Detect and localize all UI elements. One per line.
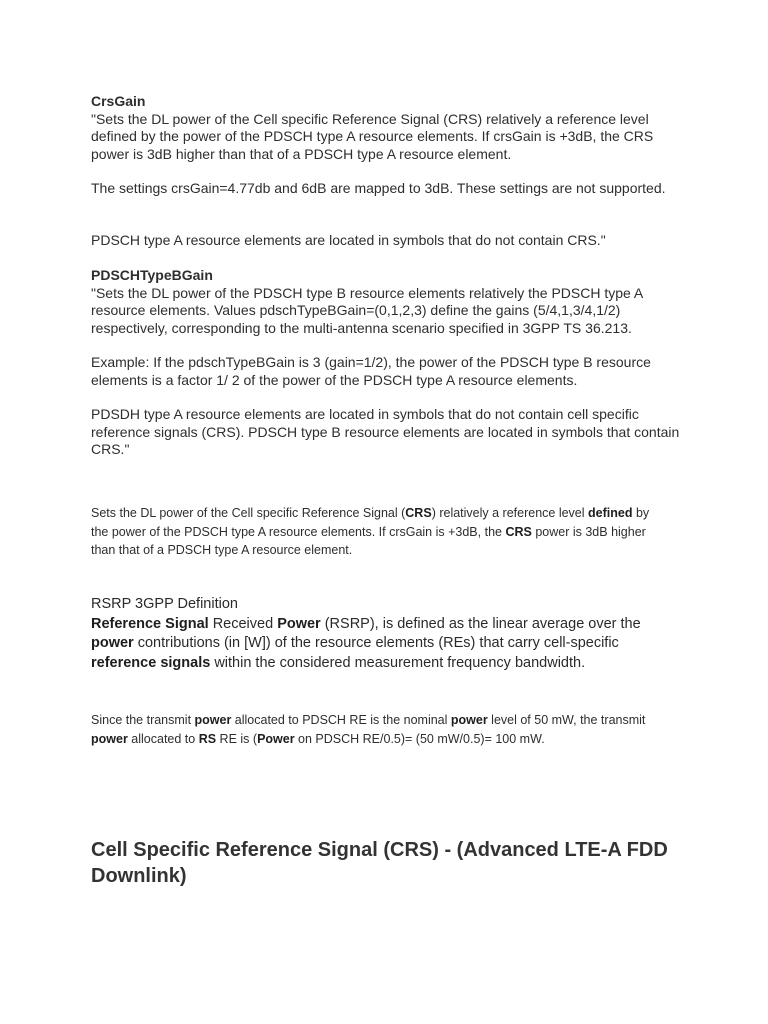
pdschtypebgain-paragraph-3: PDSDH type A resource elements are located in symbols that do not contain cell specific reference signals (CRS). PDSCH type B resource elements are located in symbols that contain CRS."	[91, 406, 680, 457]
transmit-power-paragraph	[91, 711, 671, 748]
transmit-text-2: allocated to PDSCH RE is the nominal	[231, 713, 451, 727]
crsgain-paragraph-3: PDSCH type A resource elements are located in symbols that do not contain CRS."	[91, 232, 606, 248]
transmit-bold-4: RS	[198, 731, 217, 746]
rsrp-text-3: contributions (in [W]) of the resource elements (REs) that carry cell-specific	[133, 635, 619, 651]
rsrp-bold-2: Power	[277, 615, 321, 632]
summary-bold-crs: CRS	[405, 506, 432, 520]
rsrp-bold-1: Reference Signal	[91, 615, 209, 632]
rsrp-definition	[91, 615, 671, 674]
rsrp-bold-3: power	[91, 635, 134, 651]
transmit-text-1: Since the transmit	[91, 713, 195, 727]
transmit-text-5: RE is (	[216, 731, 258, 746]
rsrp-text-4: within the considered measurement frequency bandwidth.	[210, 654, 586, 671]
pdschtypebgain-paragraph-1: "Sets the DL power of the PDSCH type B resource elements relatively the PDSCH type A resource elements. Values pdschTypeBGain=(0,1,2,3) define the gains (5/4,1,3/4,1/2) respectively, corresponding to the multi-antenna scenario specified in 3GPP TS 36.213.	[91, 284, 643, 336]
summary-text-2: ) relatively a reference level	[431, 506, 589, 520]
summary-bold-crs-2: CRS	[505, 524, 532, 539]
crsgain-paragraph-1: "Sets the DL power of the Cell specific Reference Signal (CRS) relatively a reference level defined by the power of the PDSCH type A resource elements. If crsGain is +3dB, the CRS power is 3dB higher than that of a PDSCH type A resource element.	[91, 110, 654, 162]
rsrp-text-1: Received	[208, 615, 278, 632]
summary-text-4: power is 3dB higher than that of a PDSCH type A resource element.	[91, 524, 646, 557]
summary-bold-defined: defined	[588, 506, 633, 520]
pdschtypebgain-title: PDSCHTypeBGain	[91, 267, 213, 283]
crsgain-paragraph-2: The settings crsGain=4.77db and 6dB are mapped to 3dB. These settings are not supported.	[91, 180, 666, 196]
rsrp-text-2: (RSRP), is defined as the linear average over the	[320, 615, 641, 632]
rsrp-heading: RSRP 3GPP Definition	[91, 596, 238, 612]
transmit-bold-5: Power	[257, 731, 295, 746]
transmit-bold-2: power	[450, 713, 488, 727]
crsgain-title: CrsGain	[91, 93, 146, 109]
summary-text-1: Sets the DL power of the Cell specific Reference Signal (	[91, 506, 406, 520]
pdschtypebgain-section	[91, 267, 691, 337]
summary-text-3: by the power of the PDSCH type A resource elements. If crsGain is +3dB, the	[91, 506, 650, 539]
crs-section-heading: Cell Specific Reference Signal (CRS) - (Advanced LTE-A FDD Downlink)	[91, 839, 668, 887]
transmit-text-6: on PDSCH RE/0.5)= (50 mW/0.5)= 100 mW.	[294, 731, 545, 746]
crs-section-heading-wrap	[91, 837, 671, 889]
pdschtypebgain-paragraph-2: Example: If the pdschTypeBGain is 3 (gain=1/2), the power of the PDSCH type B resource elements is a factor 1/ 2 of the power of the PDSCH type A resource elements.	[91, 354, 651, 388]
transmit-bold-3: power	[91, 731, 128, 746]
crsgain-section	[91, 93, 691, 163]
transmit-bold-1: power	[194, 713, 232, 727]
crs-summary-paragraph	[91, 504, 651, 560]
transmit-text-3: level of 50 mW, the transmit	[487, 713, 646, 727]
transmit-text-4: allocated to	[127, 731, 199, 746]
rsrp-bold-4: reference signals	[91, 654, 211, 671]
rsrp-section	[91, 595, 671, 673]
